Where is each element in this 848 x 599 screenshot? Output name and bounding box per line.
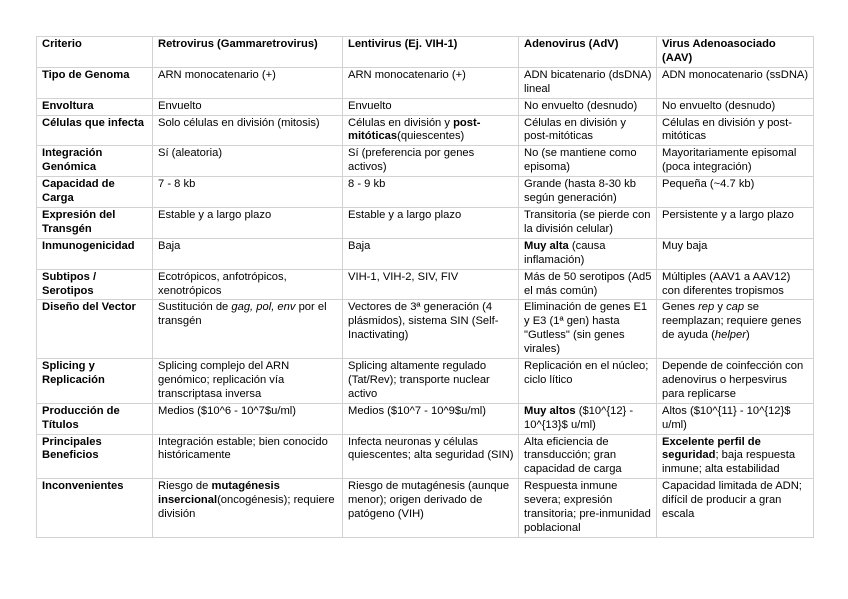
row-label: Splicing y Replicación: [37, 359, 153, 404]
table-cell: [657, 238, 814, 269]
header-row: [37, 37, 814, 68]
cell-text: Baja: [348, 239, 371, 252]
cell-text: VIH-1, VIH-2, SIV, FIV: [348, 270, 459, 283]
cell-text: Splicing altamente regulado (Tat/Rev); transporte nuclear activo: [348, 360, 490, 400]
table-cell: [153, 403, 343, 434]
cell-text: Mayoritariamente episomal (poca integración): [662, 147, 797, 174]
cell-text: y: [714, 301, 727, 314]
cell-text: Envuelto: [158, 99, 202, 112]
table-cell: [657, 269, 814, 300]
cell-text: Alta eficiencia de transducción; gran capacidad de carga: [524, 435, 622, 476]
cell-text: Infecta neuronas y células quiescentes; alta seguridad (SIN): [348, 435, 514, 462]
table-cell: [343, 115, 519, 146]
cell-text: Sustitución de: [158, 301, 232, 314]
cell-text: Células en división y: [348, 116, 454, 129]
table-cell: [657, 146, 814, 177]
cell-text: Medios ($10^6 - 10^7$u/ml): [158, 404, 296, 417]
table-cell: [153, 479, 343, 538]
cell-text: Más de 50 serotipos (Ad5 el más común): [524, 270, 652, 297]
row-label: Tipo de Genoma: [37, 67, 153, 98]
table-cell: [343, 403, 519, 434]
table-row: [37, 98, 814, 115]
table-cell: [343, 238, 519, 269]
table-cell: [519, 238, 657, 269]
cell-text: No envuelto (desnudo): [524, 99, 638, 112]
row-label: Producción de Títulos: [37, 403, 153, 434]
cell-text: (oncogénesis); requiere división: [158, 494, 335, 521]
table-row: [37, 238, 814, 269]
cell-text: 8 - 9 kb: [348, 178, 386, 191]
cell-text: Integración estable; bien conocido históricamente: [158, 435, 328, 462]
table-cell: [343, 269, 519, 300]
table-cell: [343, 98, 519, 115]
cell-text: Respuesta inmune severa; expresión transitoria; pre-inmunidad poblacional: [524, 480, 651, 534]
cell-text: Medios ($10^7 - 10^9$u/ml): [348, 404, 486, 417]
header-cell-aav: Virus Adenoasociado (AAV): [657, 37, 814, 68]
header-cell-lentivirus: Lentivirus (Ej. VIH-1): [343, 37, 519, 68]
table-cell: [153, 359, 343, 404]
table-cell: [657, 115, 814, 146]
cell-text: Células en división y post-mitóticas: [662, 116, 792, 143]
table-row: [37, 434, 814, 479]
cell-text: se reemplazan; requiere genes de ayuda (: [662, 301, 802, 342]
cell-text: Replicación en el núcleo; ciclo lítico: [524, 360, 649, 386]
header-cell-criterio: Criterio: [37, 37, 153, 68]
cell-text: ARN monocatenario (+): [158, 68, 276, 81]
table-row: [37, 207, 814, 238]
table-cell: [519, 434, 657, 479]
cell-text: Riesgo de mutagénesis (aunque menor); origen derivado de patógeno (VIH): [348, 480, 510, 521]
cell-text: Múltiples (AAV1 a AAV12) con diferentes tropismos: [662, 270, 791, 297]
cell-text: ARN monocatenario (+): [348, 68, 466, 81]
table-cell: [153, 207, 343, 238]
cell-text: Estable y a largo plazo: [348, 208, 462, 221]
table-row: [37, 403, 814, 434]
table-cell: [657, 177, 814, 208]
table-cell: [343, 479, 519, 538]
table-row: [37, 67, 814, 98]
cell-text: Pequeña (~4.7 kb): [662, 178, 755, 191]
table-cell: [153, 269, 343, 300]
table-cell: [343, 359, 519, 404]
cell-text: Baja: [158, 239, 181, 252]
table-row: [37, 300, 814, 359]
table-cell: [343, 300, 519, 359]
row-label: Células que infecta: [37, 115, 153, 146]
cell-text: (causa inflamación): [524, 239, 606, 266]
table-cell: [519, 115, 657, 146]
cell-text: helper: [714, 329, 746, 342]
table-cell: [343, 146, 519, 177]
table-cell: [519, 98, 657, 115]
table-cell: [657, 98, 814, 115]
table-cell: [153, 115, 343, 146]
table-cell: [657, 207, 814, 238]
table-cell: [519, 300, 657, 359]
cell-text: Transitoria (se pierde con la división celular): [524, 208, 651, 235]
cell-text: Genes: [662, 301, 699, 314]
row-label: Diseño del Vector: [37, 300, 153, 359]
table-row: [37, 269, 814, 300]
row-label: Capacidad de Carga: [37, 177, 153, 208]
table-row: [37, 359, 814, 404]
cell-text: Estable y a largo plazo: [158, 208, 272, 221]
table-cell: [153, 67, 343, 98]
cell-text: Riesgo de: [158, 480, 212, 493]
table-cell: [153, 98, 343, 115]
cell-text: Envuelto: [348, 99, 392, 112]
table-cell: [519, 359, 657, 404]
table-cell: [657, 434, 814, 479]
table-cell: [519, 479, 657, 538]
cell-text: Splicing complejo del ARN genómico; replicación vía transcriptasa inversa: [158, 360, 290, 400]
table-cell: [519, 146, 657, 177]
cell-text: ADN bicatenario (dsDNA) lineal: [524, 68, 652, 95]
table-row: [37, 177, 814, 208]
cell-text: ; baja respuesta inmune; alta estabilidad: [662, 449, 796, 476]
table-cell: [519, 269, 657, 300]
cell-text: No envuelto (desnudo): [662, 99, 776, 112]
cell-text: gag, pol, env: [231, 301, 296, 314]
table-cell: [153, 300, 343, 359]
cell-text: Muy altos: [524, 404, 576, 417]
cell-text: Capacidad limitada de ADN; difícil de producir a gran escala: [662, 480, 802, 521]
table-row: [37, 115, 814, 146]
table-cell: [519, 403, 657, 434]
cell-text: ): [745, 329, 750, 342]
cell-text: Solo células en división (mitosis): [158, 116, 320, 129]
table-cell: [153, 434, 343, 479]
cell-text: Células en división y post-mitóticas: [524, 116, 626, 143]
cell-text: (quiescentes): [397, 130, 465, 143]
row-label: Integración Genómica: [37, 146, 153, 177]
cell-text: Altos ($10^{11} - 10^{12}$ u/ml): [662, 404, 791, 431]
table-row: [37, 479, 814, 538]
table-cell: [657, 359, 814, 404]
cell-text: Eliminación de genes E1 y E3 (1ª gen) hasta "Gutless" (sin genes virales): [524, 301, 648, 356]
cell-text: rep: [698, 301, 715, 314]
row-label: Inmunogenicidad: [37, 238, 153, 269]
row-label: Expresión del Transgén: [37, 207, 153, 238]
table-cell: [153, 177, 343, 208]
table-cell: [153, 146, 343, 177]
cell-text: ADN monocatenario (ssDNA): [662, 68, 809, 81]
cell-text: Depende de coinfección con adenovirus o herpesvirus para replicarse: [662, 360, 804, 400]
cell-text: Sí (aleatoria): [158, 147, 223, 160]
cell-text: Ecotrópicos, anfotrópicos, xenotrópicos: [158, 270, 287, 297]
table-row: [37, 146, 814, 177]
table-cell: [343, 67, 519, 98]
cell-text: por el transgén: [158, 301, 327, 328]
table-cell: [657, 67, 814, 98]
row-label: Envoltura: [37, 98, 153, 115]
table-cell: [657, 300, 814, 359]
table-cell: [657, 403, 814, 434]
cell-text: mutagénesis insercional: [158, 480, 280, 507]
table-cell: [343, 207, 519, 238]
comparison-table: [36, 36, 814, 538]
cell-text: No (se mantiene como episoma): [524, 147, 637, 174]
cell-text: Persistente y a largo plazo: [662, 208, 794, 221]
table-cell: [343, 177, 519, 208]
table-cell: [519, 67, 657, 98]
cell-text: post-mitóticas: [348, 116, 481, 143]
header-cell-adenovirus: Adenovirus (AdV): [519, 37, 657, 68]
table-cell: [519, 207, 657, 238]
cell-text: Excelente perfil de seguridad: [662, 435, 761, 462]
row-label: Inconvenientes: [37, 479, 153, 538]
table-cell: [343, 434, 519, 479]
cell-text: Muy baja: [662, 239, 708, 252]
cell-text: ($10^{12} - 10^{13}$ u/ml): [524, 404, 634, 431]
cell-text: cap: [726, 301, 745, 314]
row-label: Subtipos / Serotipos: [37, 269, 153, 300]
table-cell: [153, 238, 343, 269]
cell-text: Muy alta: [524, 239, 569, 252]
table-cell: [657, 479, 814, 538]
header-cell-retrovirus: Retrovirus (Gammaretrovirus): [153, 37, 343, 68]
cell-text: Grande (hasta 8-30 kb según generación): [524, 178, 636, 205]
row-label: Principales Beneficios: [37, 434, 153, 479]
cell-text: Vectores de 3ª generación (4 plásmidos), sistema SIN (Self-Inactivating): [348, 301, 499, 342]
cell-text: 7 - 8 kb: [158, 178, 196, 191]
cell-text: Sí (preferencia por genes activos): [348, 147, 475, 174]
table-cell: [519, 177, 657, 208]
